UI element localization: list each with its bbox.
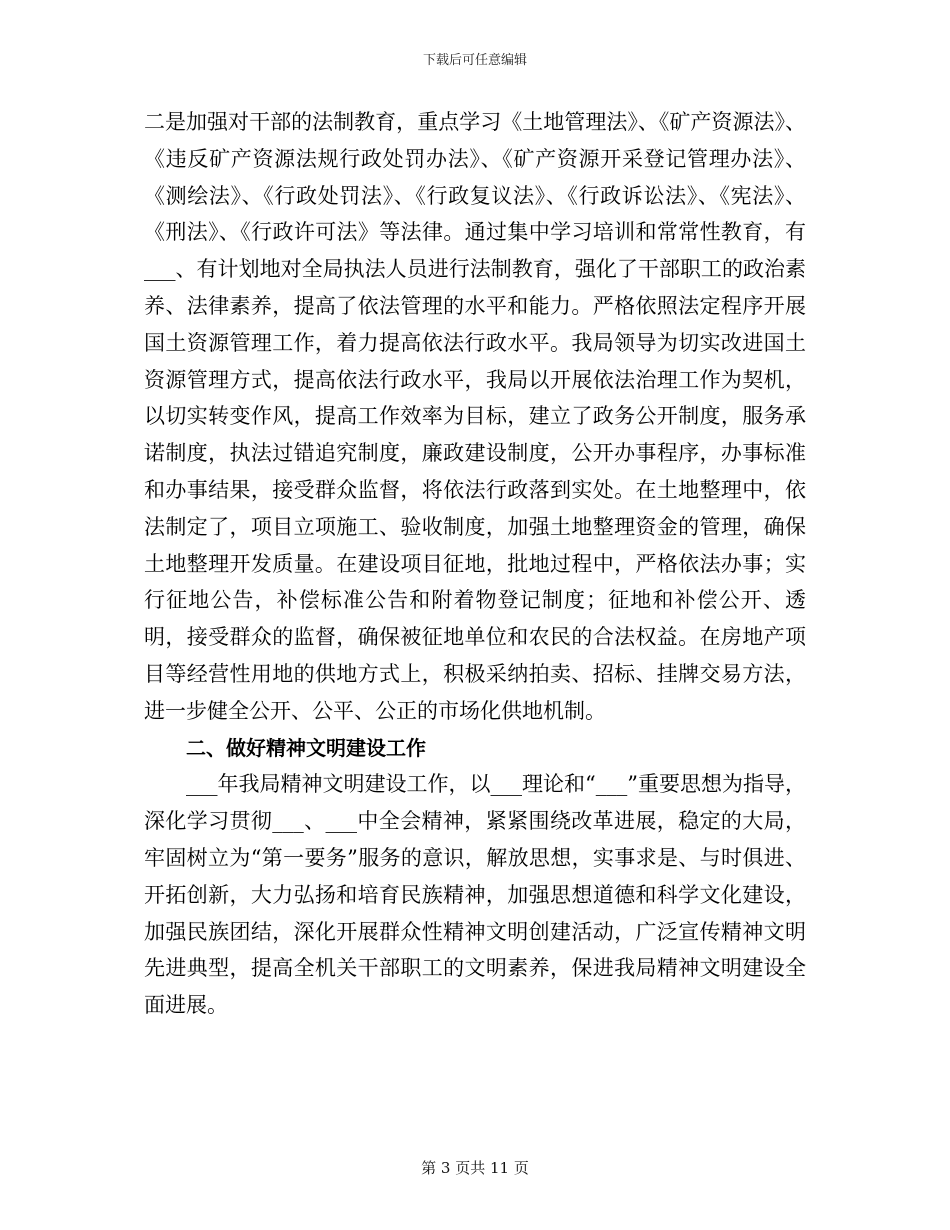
document-body	[144, 104, 806, 1024]
section-heading: 二、做好精神文明建设工作	[186, 735, 426, 760]
page-header: 下载后可任意编辑	[422, 53, 527, 68]
page-number-footer: 第 3 页共 11 页	[421, 1159, 529, 1177]
paragraph-spiritual-civilization: ___年我局精神文明建设工作，以___理论和“___”重要思想为指导，深化学习贯彻___、___中全会精神，紧紧围绕改革进展，稳定的大局，牢固树立为“第一要务”服务的意识，解放思想，实事求是、与时俱进、开拓创新，大力弘扬和培育民族精神，加强思想道德和科学文化建设，加强民族团结，深化开展群众性精神文明创建活动，广泛宣传精神文明先进典型，提高全机关干部职工的文明素养，保进我局精神文明建设全面进展。	[144, 772, 806, 1018]
paragraph-legal-education: 二是加强对干部的法制教育，重点学习《土地管理法》、《矿产资源法》、《违反矿产资源法规行政处罚办法》、《矿产资源开采登记管理办法》、《测绘法》、《行政处罚法》、《行政复议法》、《行政诉讼法》、《宪法》、《刑法》、《行政许可法》等法律。通过集中学习培训和常常性教育，有___、有计划地对全局执法人员进行法制教育，强化了干部职工的政治素养、法律素养，提高了依法管理的水平和能力。严格依照法定程序开展国土资源管理工作，着力提高依法行政水平。我局领导为切实改进国土资源管理方式，提高依法行政水平，我局以开展依法治理工作为契机，以切实转变作风，提高工作效率为目标，建立了政务公开制度，服务承诺制度，执法过错追究制度，廉政建设制度，公开办事程序，办事标准和办事结果，接受群众监督，将依法行政落到实处。在土地整理中，依法制定了，项目立项施工、验收制度，加强土地整理资金的管理，确保土地整理开发质量。在建设项目征地，批地过程中，严格依法办事；实行征地公告，补偿标准公告和附着物登记制度；征地和补偿公开、透明，接受群众的监督，确保被征地单位和农民的合法权益。在房地产项目等经营性用地的供地方式上，积极采纳拍卖、招标、挂牌交易方法，进一步健全公开、公平、公正的市场化供地机制。	[144, 110, 806, 723]
